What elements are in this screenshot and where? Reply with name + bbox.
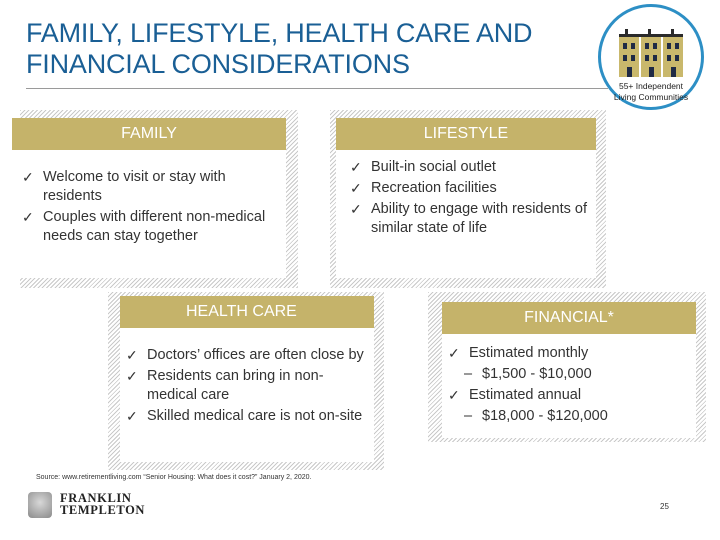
list-item-text: Doctors’ offices are often close by — [147, 347, 364, 363]
health-care-header-label: HEALTH CARE — [186, 303, 297, 320]
logo-wordmark — [60, 492, 145, 516]
list-item-text: Recreation facilities — [371, 180, 497, 196]
lifestyle-header-label: LIFESTYLE — [423, 125, 509, 142]
family-list — [22, 168, 278, 248]
list-subitem — [448, 407, 688, 426]
check-icon: ✓ — [350, 159, 362, 175]
list-item-text: Built-in social outlet — [371, 159, 496, 175]
health-care-header — [120, 296, 374, 328]
list-item — [448, 344, 688, 363]
check-icon: ✓ — [448, 345, 460, 361]
list-item — [126, 367, 366, 405]
health-care-box — [108, 292, 384, 470]
title-divider — [26, 88, 608, 89]
list-item-text: $1,500 - $10,000 — [482, 366, 592, 382]
dash-bullet: – — [464, 408, 473, 424]
list-item-text: Estimated annual — [469, 387, 582, 403]
logo-line-1: FRANKLIN — [60, 491, 132, 505]
list-item — [126, 407, 366, 426]
list-item-text: Skilled medical care is not on-site — [147, 408, 363, 424]
family-header — [12, 118, 286, 150]
page-number: 25 — [660, 502, 669, 511]
lifestyle-list — [350, 158, 588, 240]
check-icon: ✓ — [22, 169, 34, 185]
check-icon: ✓ — [350, 180, 362, 196]
franklin-templeton-logo — [28, 490, 146, 520]
communities-badge — [598, 4, 704, 110]
badge-caption — [601, 81, 701, 103]
family-header-label: FAMILY — [121, 125, 177, 142]
list-item — [126, 346, 366, 365]
health-care-panel — [120, 302, 374, 462]
portrait-emblem-icon — [28, 492, 52, 518]
financial-list — [448, 344, 688, 428]
logo-line-2: TEMPLETON — [60, 503, 146, 517]
dash-bullet: – — [464, 366, 473, 382]
financial-header — [442, 302, 696, 334]
list-item-text: Residents can bring in non-medical care — [147, 368, 324, 403]
list-item-text: Ability to engage with residents of similar state of life — [371, 201, 588, 236]
townhouse-buildings-icon — [617, 21, 685, 79]
list-item — [448, 386, 688, 405]
health-care-list — [126, 346, 366, 428]
list-item — [350, 158, 588, 177]
family-box — [12, 110, 298, 288]
financial-header-label: FINANCIAL* — [524, 309, 614, 326]
check-icon: ✓ — [126, 347, 138, 363]
source-note: Source: www.retirementliving.com “Senior Housing: What does it cost?” January 2, 2020. — [36, 474, 312, 481]
page-title-line-1: FAMILY, LIFESTYLE, HEALTH CARE AND — [26, 18, 533, 48]
list-item — [22, 168, 278, 206]
list-item-text: Welcome to visit or stay with residents — [43, 169, 226, 204]
page-title — [26, 18, 596, 80]
lifestyle-header — [336, 118, 596, 150]
list-item-text: Estimated monthly — [469, 345, 589, 361]
check-icon: ✓ — [22, 209, 34, 225]
lifestyle-panel — [336, 118, 596, 278]
list-subitem — [448, 365, 688, 384]
badge-caption-line-2: Living Communities — [613, 92, 689, 102]
lifestyle-box — [330, 110, 606, 288]
check-icon: ✓ — [126, 408, 138, 424]
badge-caption-line-1: 55+ Independent — [618, 81, 684, 91]
financial-panel — [442, 302, 696, 438]
list-item — [22, 208, 278, 246]
check-icon: ✓ — [448, 387, 460, 403]
list-item-text: Couples with different non-medical needs can stay together — [43, 209, 266, 244]
financial-box — [428, 292, 706, 442]
page-title-line-2: FINANCIAL CONSIDERATIONS — [26, 49, 410, 79]
list-item — [350, 200, 588, 238]
check-icon: ✓ — [126, 368, 138, 384]
list-item — [350, 179, 588, 198]
family-panel — [12, 118, 286, 278]
check-icon: ✓ — [350, 201, 362, 217]
list-item-text: $18,000 - $120,000 — [482, 408, 608, 424]
